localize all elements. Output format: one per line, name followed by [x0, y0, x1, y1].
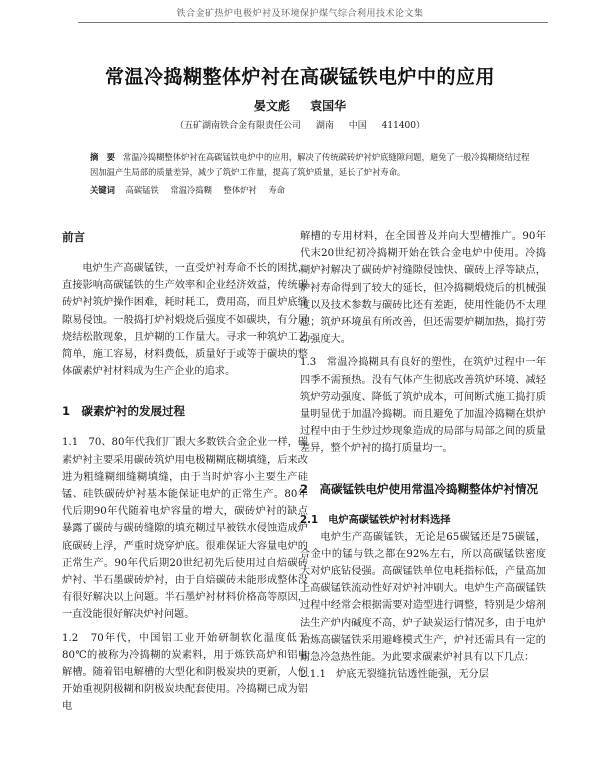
keyword: 整体炉衬 [223, 185, 257, 195]
running-header: 铁合金矿热炉电极炉衬及环境保护煤气综合利用技术论文集 [176, 9, 424, 19]
author-name: 袁国华 [310, 99, 347, 113]
author-line [0, 97, 600, 114]
subsection-2-1-heading: 2.1 电炉高碳锰铁炉衬材料选择 [300, 514, 451, 526]
affiliation-line [0, 118, 600, 131]
affiliation-country: 中国 [348, 121, 367, 131]
paragraph-1-2-continued: 解槽的专用材料，在全国普及并向大型槽推广。90年代末20世纪初冷捣糊开始在铁合金电炉中使用。冷捣糊炉衬解决了碳砖炉衬缝隙侵蚀快、碳砖上浮等缺点，炉衬寿命得到了较大的延长，但冷捣糊煅烧后的机械强度以及技术参数与碳砖比还有差距，使用性能仍不太理想；筑炉环境虽有所改善，但还需要炉糊加热，捣打劳动强度大。 [300, 231, 546, 346]
affiliation-province: 湖南 [315, 121, 334, 131]
paragraph-2-1-1: 2.1.1 炉底无裂缝抗钻透性能强，无分层 [300, 669, 489, 681]
preface-heading: 前言 [62, 230, 85, 244]
section-1-heading: 1 碳素炉衬的发展过程 [62, 404, 186, 419]
keywords [90, 183, 530, 198]
paragraph-1-2: 1.2 70年代，中国铝工业开始研制软化温度低于80℃的被称为冷捣糊的炭素料，用于炼铁高炉和铝电解槽。随着铝电解槽的大型化和阴极炭块的更新，人们开始重视阴极糊和阴极炭块配套使用。冷捣糊已成为铝电 [62, 632, 308, 713]
left-column [62, 228, 308, 716]
author-name: 晏文彪 [253, 99, 290, 113]
paragraph-1-3: 1.3 常温冷捣糊具有良好的塑性，在筑炉过程中一年四季不需预热。没有气体产生彻底改善筑炉环境、减轻筑炉劳动强度、降低了筑炉成本，可间断式施工捣打质量明显优于加温冷捣糊。而且避免了加温冷捣糊在烘炉过程中由于生炒过炒现象造成的局部与局部之间的质量差异，整个炉衬的捣打质量均一。 [300, 357, 546, 455]
preface-paragraph: 电炉生产高碳锰铁，一直受炉衬寿命不长的困扰，直接影响高碳锰铁的生产效率和企业经济效益，传统碳砖炉衬筑炉操作困难，耗时耗工，费用高，而且炉底缝隙易侵蚀。一般捣打炉衬煅烧后强度不如碳块，有分层烧结松散现象，且炉糊的工作量大。寻求一种筑炉工艺简单，施工容易，材料费低，质量好于或等于碳块的整体碳素炉衬材料成为生产企业的追求。 [62, 263, 308, 378]
abstract [90, 150, 530, 180]
keyword: 常温冷捣糊 [170, 185, 212, 195]
paper-title: 常温冷捣糊整体炉衬在高碳锰铁电炉中的应用 [104, 66, 495, 88]
right-column [300, 228, 546, 683]
abstract-block [90, 150, 530, 198]
abstract-label: 摘 要 [90, 152, 115, 162]
keyword: 高碳锰铁 [125, 185, 159, 195]
paragraph-1-1: 1.1 70、80年代我们厂跟大多数铁合金企业一样，碳素炉衬主要采用碳砖筑炉用电极糊糊底糊填缝，后来改进为粗缝糊细缝糊填缝，由于当时炉容小主要生产硅锰、硅铁碳砖炉衬基本能保证电炉的正常生产。80年代后期90年代随着电炉容量的增大，碳砖炉衬的缺点暴露了碳砖与碳砖缝隙的填充糊过早被铁水侵蚀造成炉底碳砖上浮，严重时烧穿炉底。很难保证大容量电炉的正常生产。90年代后期20世纪初先后使用过自焙碳砖炉衬、半石墨碳砖炉衬，由于自焙碳砖未能形成整体没有很好解决以上问题。半石墨炉衬材料价格高等原因，一直没能很好解决炉衬问题。 [62, 437, 308, 621]
affiliation-postcode: 411400） [381, 121, 426, 131]
keywords-label: 关键词 [90, 185, 115, 195]
paragraph-2-1: 电炉生产高碳锰铁，无论是65碳锰还是75碳锰，合金中的锰与铁之都在92%左右，所以高碳锰铁密度大对炉底钻侵强。高碳锰铁单位电耗指标低，产量高加上高碳锰铁流动性好对炉衬冲刷大。电炉生产高碳锰铁过程中经常会根据需要对造型进行调整，特别是少熔剂法生产炉内碱度不高，炉子缺炭运行情况多，由于电炉冶炼高碳锰铁采用避峰模式生产，炉衬还需具有一定的耐急冷急热性能。为此要求碳素炉衬具有以下几点： [300, 531, 546, 664]
section-2-heading: 2 高碳锰铁电炉使用常温冷捣糊整体炉衬情况 [300, 481, 538, 496]
header-divider [78, 22, 548, 23]
affiliation-org: （五矿湖南铁合金有限责任公司 [174, 121, 301, 131]
keyword: 寿命 [268, 185, 285, 195]
abstract-text: 常温冷捣糊整体炉衬在高碳锰铁电炉中的应用，解决了传统碳砖炉衬炉底缝隙问题，避免了一般冷捣糊烧结过程因加温产生局部的质量差异，减少了筑炉工作量，提高了筑炉质量，延长了炉衬寿命。 [90, 152, 530, 177]
